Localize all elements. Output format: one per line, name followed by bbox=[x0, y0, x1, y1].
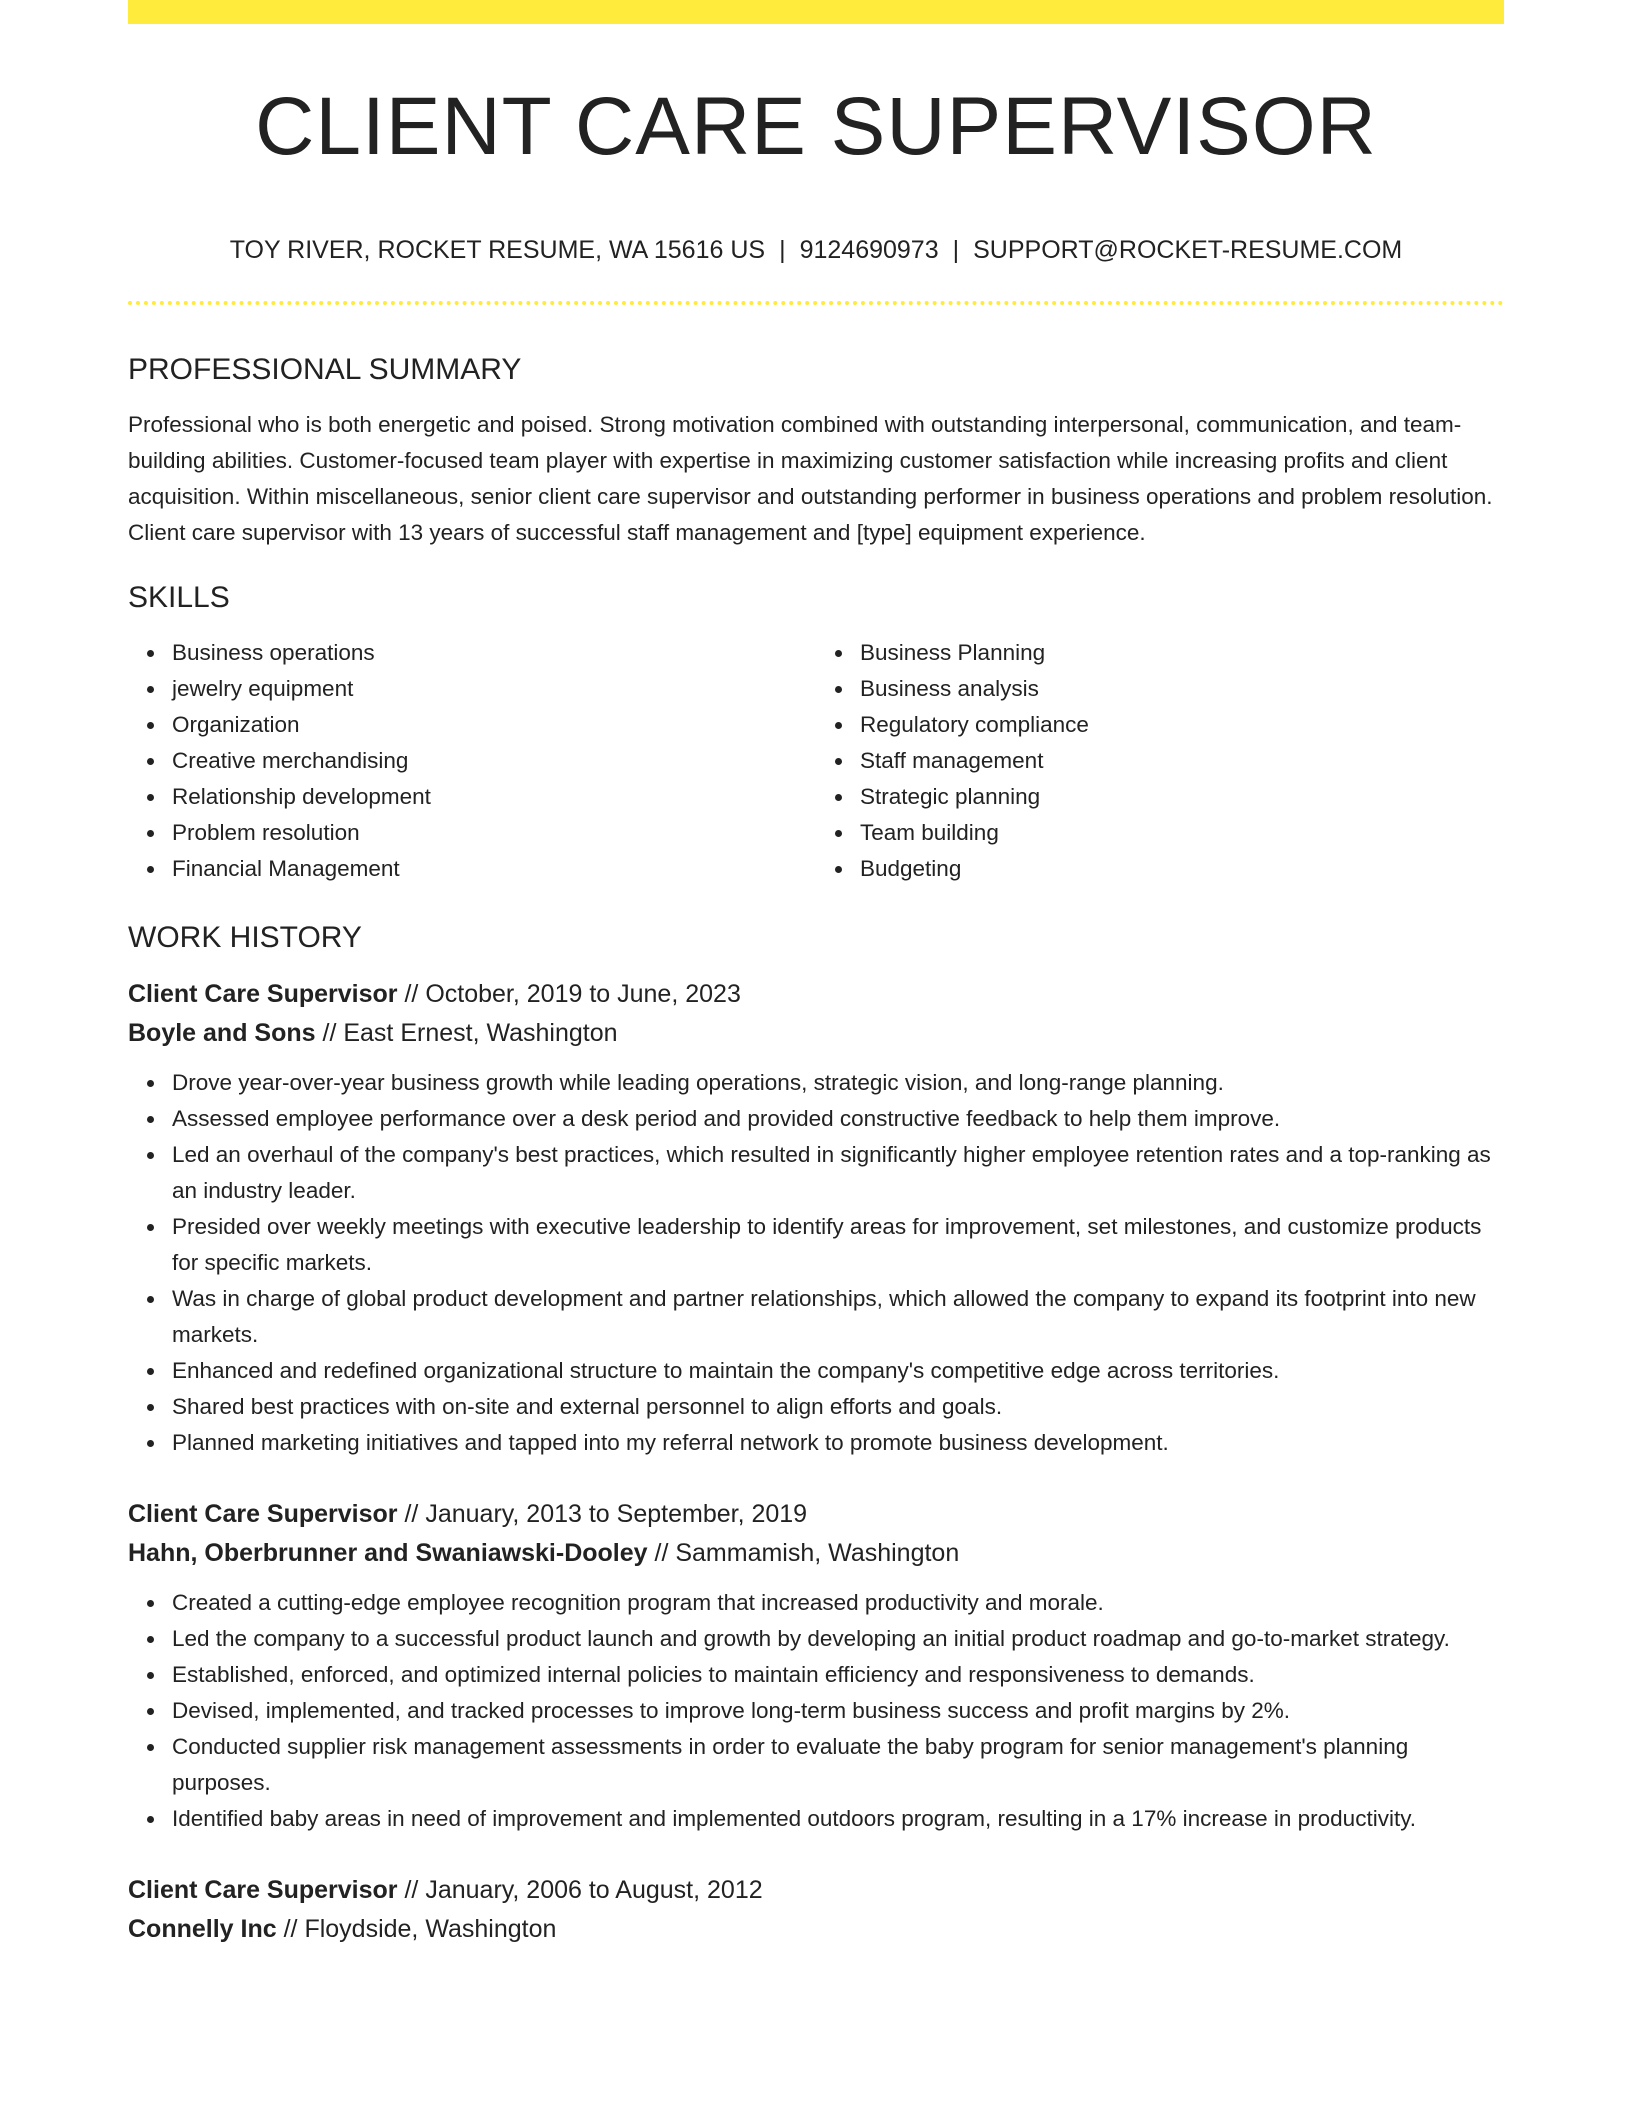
skill-item: Business Planning bbox=[860, 635, 1504, 671]
job-bullet: Shared best practices with on-site and external personnel to align efforts and goals. bbox=[172, 1389, 1504, 1425]
job-bullet: Was in charge of global product development and partner relationships, which allowed the company to expand its footprint into new markets. bbox=[172, 1281, 1504, 1353]
skill-item: Staff management bbox=[860, 743, 1504, 779]
job-bullet: Enhanced and redefined organizational structure to maintain the company's competitive edge across territories. bbox=[172, 1353, 1504, 1389]
skill-item: Creative merchandising bbox=[172, 743, 816, 779]
job-bullet: Assessed employee performance over a desk period and provided constructive feedback to help them improve. bbox=[172, 1101, 1504, 1137]
job-dates: October, 2019 to June, 2023 bbox=[425, 980, 741, 1008]
summary-heading: PROFESSIONAL SUMMARY bbox=[128, 353, 522, 386]
skill-item: Business operations bbox=[172, 635, 816, 671]
skills-column-left bbox=[128, 635, 816, 887]
job-title-line bbox=[128, 1495, 1504, 1534]
job-bullet: Led an overhaul of the company's best practices, which resulted in significantly higher employee retention rates and a top-ranking as an industry leader. bbox=[172, 1137, 1504, 1209]
job-bullet: Led the company to a successful product launch and growth by developing an initial product roadmap and go-to-market strategy. bbox=[172, 1621, 1504, 1657]
job-bullet: Conducted supplier risk management assessments in order to evaluate the baby program for senior management's planning purposes. bbox=[172, 1729, 1504, 1801]
job-location: Sammamish, Washington bbox=[675, 1539, 960, 1567]
job-separator: // bbox=[315, 1019, 344, 1047]
accent-bar bbox=[128, 0, 1504, 24]
header-divider bbox=[128, 301, 1504, 305]
skill-item: Strategic planning bbox=[860, 779, 1504, 815]
job-entry bbox=[128, 975, 1504, 1461]
job-company: Hahn, Oberbrunner and Swaniawski-Dooley bbox=[128, 1539, 648, 1567]
contact-phone: 9124690973 bbox=[799, 236, 939, 264]
resume-title: CLIENT CARE SUPERVISOR bbox=[255, 81, 1377, 172]
contact-address: TOY RIVER, ROCKET RESUME, WA 15616 US bbox=[229, 236, 766, 264]
job-separator: // bbox=[397, 980, 426, 1008]
skill-item: Business analysis bbox=[860, 671, 1504, 707]
job-bullets bbox=[128, 1585, 1504, 1837]
skill-item: Regulatory compliance bbox=[860, 707, 1504, 743]
job-entry bbox=[128, 1495, 1504, 1837]
job-separator: // bbox=[276, 1915, 305, 1943]
job-title-line bbox=[128, 1871, 1504, 1910]
skill-item: Team building bbox=[860, 815, 1504, 851]
contact-separator: | bbox=[952, 236, 960, 264]
job-title-line bbox=[128, 975, 1504, 1014]
contact-line bbox=[128, 238, 1504, 263]
job-bullets bbox=[128, 1065, 1504, 1461]
job-company-line bbox=[128, 1534, 1504, 1573]
job-company-line bbox=[128, 1014, 1504, 1053]
job-separator: // bbox=[397, 1500, 426, 1528]
job-title: Client Care Supervisor bbox=[128, 980, 398, 1008]
summary-text: Professional who is both energetic and poised. Strong motivation combined with outstanding interpersonal, communication, and team-building abilities. Customer-focused team player with expertise in maximizing customer satisfaction while increasing profits and client acquisition. Within miscellaneous, senior client care supervisor and outstanding performer in business operations and problem resolution. Client care supervisor with 13 years of successful staff management and [type] equipment experience. bbox=[128, 412, 1493, 545]
skill-item: Organization bbox=[172, 707, 816, 743]
job-bullet: Presided over weekly meetings with executive leadership to identify areas for improvement, set milestones, and customize products for specific markets. bbox=[172, 1209, 1504, 1281]
job-location: East Ernest, Washington bbox=[343, 1019, 618, 1047]
skills-column-right bbox=[816, 635, 1504, 887]
skill-item: Budgeting bbox=[860, 851, 1504, 887]
work-history-heading: WORK HISTORY bbox=[128, 921, 362, 954]
job-bullet: Created a cutting-edge employee recognition program that increased productivity and morale. bbox=[172, 1585, 1504, 1621]
job-separator: // bbox=[397, 1876, 426, 1904]
job-title: Client Care Supervisor bbox=[128, 1876, 398, 1904]
skill-item: Problem resolution bbox=[172, 815, 816, 851]
job-dates: January, 2013 to September, 2019 bbox=[425, 1500, 808, 1528]
job-location: Floydside, Washington bbox=[304, 1915, 557, 1943]
job-separator: // bbox=[647, 1539, 676, 1567]
job-bullet: Planned marketing initiatives and tapped into my referral network to promote business development. bbox=[172, 1425, 1504, 1461]
skills-heading: SKILLS bbox=[128, 581, 230, 614]
contact-separator: | bbox=[779, 236, 786, 264]
job-company: Boyle and Sons bbox=[128, 1019, 316, 1047]
skill-item: jewelry equipment bbox=[172, 671, 816, 707]
skill-item: Financial Management bbox=[172, 851, 816, 887]
job-entry bbox=[128, 1871, 1504, 1949]
job-bullet: Identified baby areas in need of improvement and implemented outdoors program, resulting in a 17% increase in productivity. bbox=[172, 1801, 1504, 1837]
job-dates: January, 2006 to August, 2012 bbox=[425, 1876, 763, 1904]
contact-email: SUPPORT@ROCKET-RESUME.COM bbox=[973, 236, 1403, 264]
resume-page bbox=[128, 0, 1504, 1949]
skill-item: Relationship development bbox=[172, 779, 816, 815]
job-bullet: Established, enforced, and optimized internal policies to maintain efficiency and responsiveness to demands. bbox=[172, 1657, 1504, 1693]
job-bullet: Drove year-over-year business growth while leading operations, strategic vision, and long-range planning. bbox=[172, 1065, 1504, 1101]
job-company-line bbox=[128, 1910, 1504, 1949]
job-title: Client Care Supervisor bbox=[128, 1500, 398, 1528]
job-bullet: Devised, implemented, and tracked processes to improve long-term business success and profit margins by 2%. bbox=[172, 1693, 1504, 1729]
skills-list bbox=[128, 635, 1504, 887]
job-company: Connelly Inc bbox=[128, 1915, 277, 1943]
